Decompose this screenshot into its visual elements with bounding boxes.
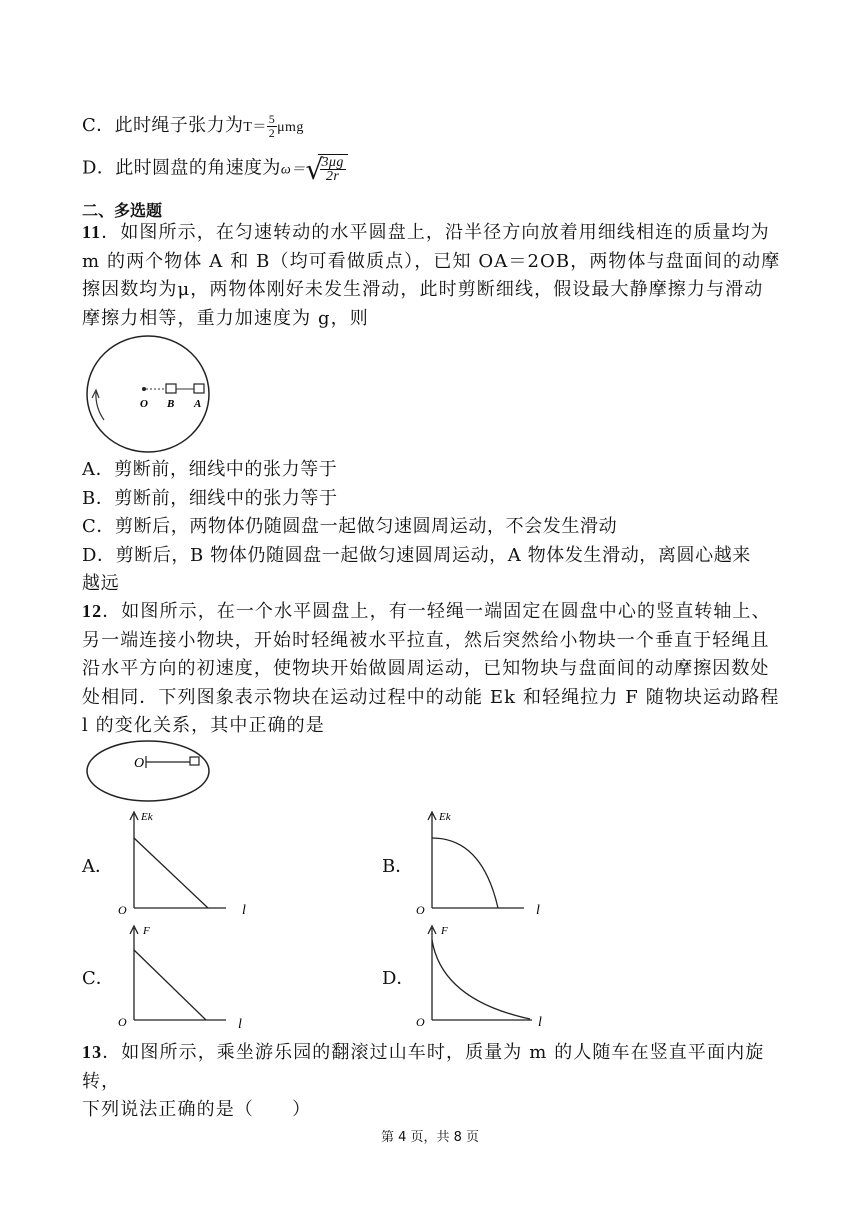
graph-d: [412, 920, 562, 1030]
svg-text:O: O: [118, 903, 127, 916]
svg-text:l: l: [536, 903, 540, 916]
q11-disc-figure: [82, 332, 218, 456]
svg-text:l: l: [538, 1015, 542, 1030]
label-o: O: [140, 398, 148, 410]
svg-text:Ek: Ek: [439, 811, 451, 823]
graph-b: [412, 806, 562, 916]
q11-option-b: B．剪断前，细线中的张力等于: [82, 487, 338, 509]
question-11: 11．如图所示，在匀速转动的水平圆盘上，沿半径方向放着用细线相连的质量均为 m 的两个物体 A 和 B（均可看做质点），已知 OA＝2OB，两物体与盘面间的动摩 擦因数均为μ，两物体刚好未发生滑动，此时剪断细线，假设最大静摩擦力与滑动 摩擦力相等，重力加速度为 g，则: [82, 222, 781, 329]
svg-text:F: F: [441, 925, 448, 937]
question-13: 13．如图所示，乘坐游乐园的翻滚过山车时，质量为 m 的人随车在竖直平面内旋转， 下列说法正确的是（ ）: [82, 1042, 765, 1120]
label-b: B: [167, 398, 175, 410]
svg-text:l: l: [242, 903, 246, 916]
svg-text:O: O: [118, 1015, 127, 1029]
q12-disc-figure: [84, 738, 214, 806]
graph-c-label: C．: [82, 968, 114, 989]
q11-option-a: A．剪断前，细线中的张力等于: [82, 459, 338, 480]
q11-options: [82, 456, 802, 599]
graph-b-label: B．: [382, 856, 414, 877]
graph-d-label: D．: [382, 968, 415, 989]
page-footer: 第 4 页，共 8 页: [380, 1130, 480, 1145]
question-12: 12．如图所示，在一个水平圆盘上，有一轻绳一端固定在圆盘中心的竖直转轴上、 另一端连接小物块，开始时轻绳被水平拉直，然后突然给小物块一个垂直于轻绳且 沿水平方向的初速度，使物块开始做圆周运动，已知物块与盘面间的动摩擦因数处 处相同．下列图象表示物块在运动过程中的动能 Ek 和轻绳拉力 F 随物块运动路程 l 的变化关系，其中正确的是: [82, 601, 780, 736]
label-o: O: [134, 756, 145, 771]
q11-option-d-cont: 越远: [82, 573, 120, 594]
formula-prefix: T＝: [243, 120, 267, 135]
option-d-top: D．此时圆盘的角速度为ω＝ √ $\frac{3\mu g}{2r}$: [82, 154, 348, 185]
label-a: A: [194, 398, 202, 410]
q11-option-c: C．剪断后，两物体仍随圆盘一起做匀速圆周运动，不会发生滑动: [82, 516, 618, 537]
svg-text:Ek: Ek: [141, 811, 153, 823]
svg-text:l: l: [238, 1017, 242, 1030]
svg-text:O: O: [416, 1015, 425, 1029]
graph-a-label: A．: [82, 856, 113, 877]
graph-a: [114, 806, 264, 916]
q11-option-d: D．剪断后，B 物体仍随圆盘一起做匀速圆周运动，A 物体发生滑动，离圆心越来: [82, 544, 751, 566]
square-root: √ $\frac{3\mu g}{2r}$: [306, 154, 348, 183]
section-title: 二、多选题: [82, 201, 163, 220]
svg-text:F: F: [143, 925, 150, 937]
svg-text:O: O: [416, 903, 425, 916]
graph-c: [114, 920, 264, 1030]
fraction: $\frac{5}{2}$: [268, 111, 276, 140]
option-c-top: C．此时绳子张力为T＝ $\frac{5}{2}$ μmg: [82, 111, 304, 140]
